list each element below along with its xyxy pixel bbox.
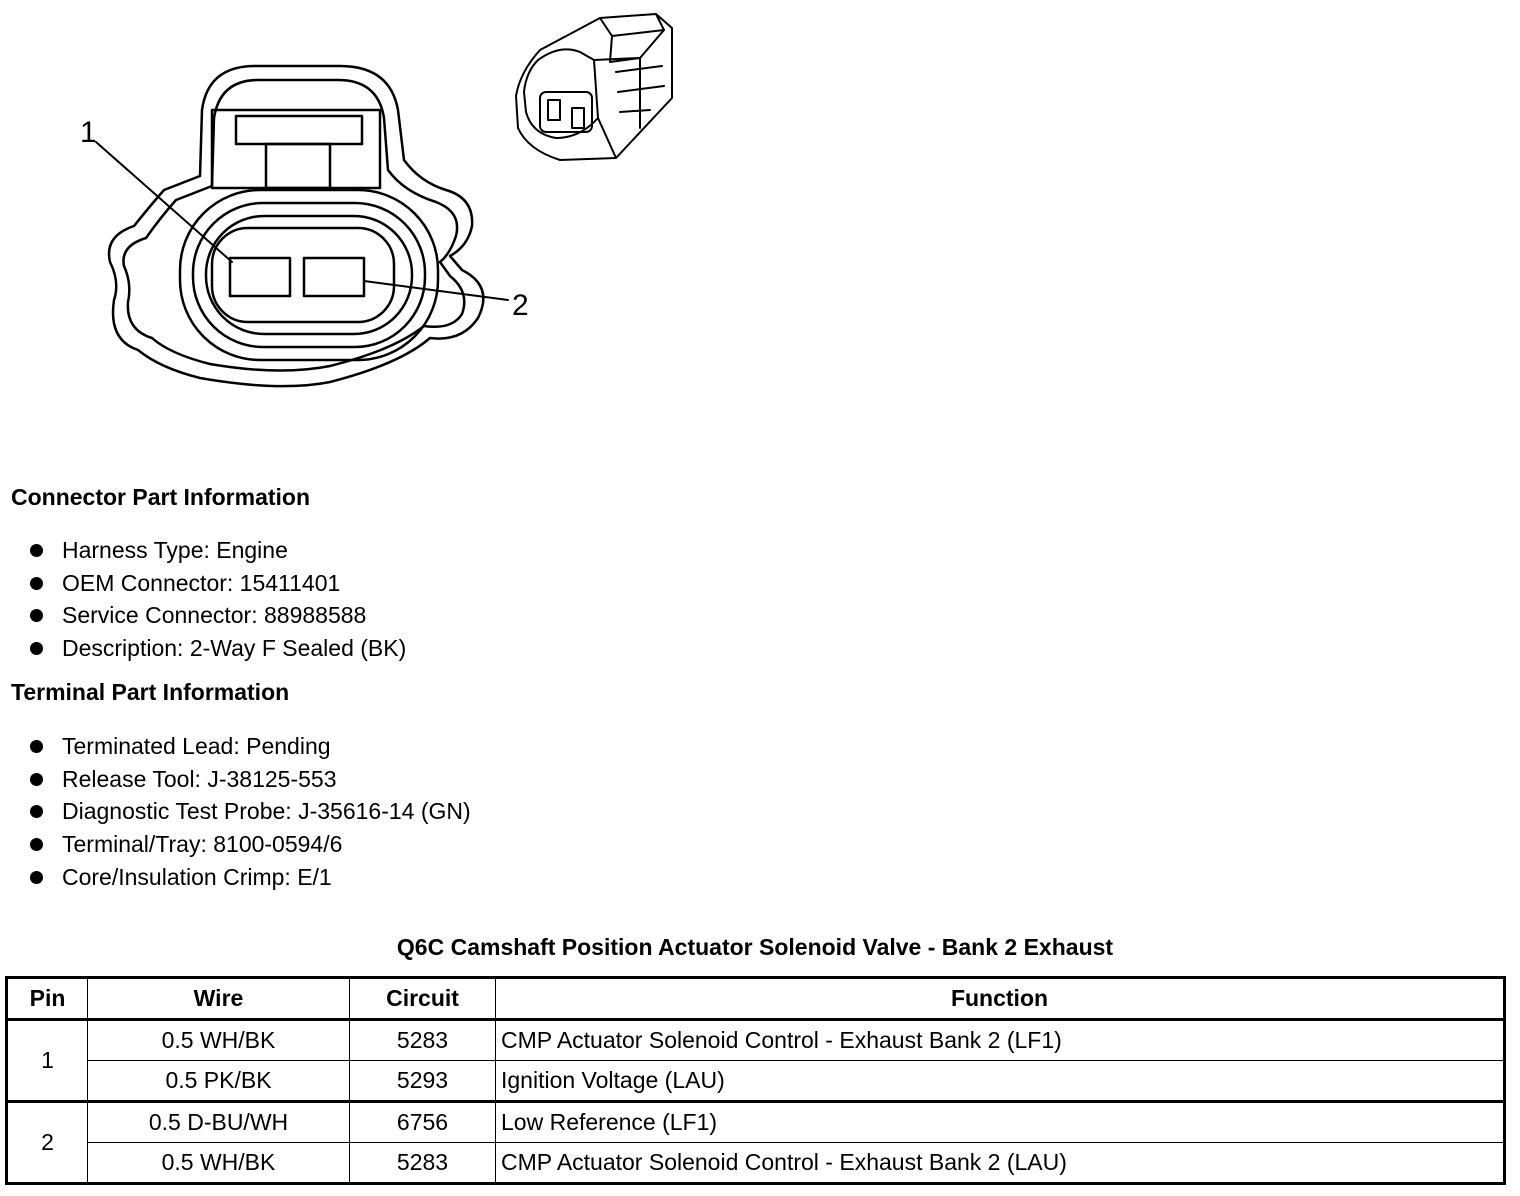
- table-title: Q6C Camshaft Position Actuator Solenoid Valve - Bank 2 Exhaust: [396, 934, 1114, 960]
- latch-tab: [266, 144, 330, 188]
- bullet-icon: [30, 838, 43, 851]
- pin-2-label: 2: [512, 289, 529, 322]
- pin-1-cavity: [230, 258, 290, 296]
- table-header-row: [7, 978, 1505, 1020]
- bullet-icon: [30, 544, 43, 557]
- bullet-icon: [30, 642, 43, 655]
- list-item-text: Description: 2-Way F Sealed (BK): [62, 635, 407, 662]
- column-header-function: Function: [496, 978, 1505, 1020]
- function-cell: CMP Actuator Solenoid Control - Exhaust Bank 2 (LF1): [496, 1020, 1505, 1061]
- list-item: [26, 567, 406, 600]
- table-row: [7, 1020, 1505, 1061]
- connector-info-heading: Connector Part Information: [11, 484, 311, 510]
- list-item-text: OEM Connector: 15411401: [62, 569, 341, 596]
- bullet-icon: [30, 871, 43, 884]
- list-item: [26, 828, 471, 861]
- connector-isometric-view: [516, 14, 672, 160]
- circuit-cell: 5283: [350, 1143, 496, 1184]
- list-item: [26, 730, 471, 763]
- bullet-icon: [30, 577, 43, 590]
- list-item: [26, 534, 406, 567]
- circuit-cell: 5283: [350, 1020, 496, 1061]
- connector-diagram: [0, 0, 700, 420]
- wire-cell: 0.5 PK/BK: [88, 1061, 350, 1102]
- pin-cell: 1: [7, 1020, 88, 1102]
- terminal-info-heading: Terminal Part Information: [11, 679, 290, 705]
- list-item: [26, 763, 471, 796]
- list-item: [26, 795, 471, 828]
- pin-1-label: 1: [80, 116, 97, 149]
- table-row: [7, 1102, 1505, 1143]
- list-item: [26, 861, 471, 894]
- bullet-icon: [30, 773, 43, 786]
- list-item-text: Terminal/Tray: 8100-0594/6: [62, 831, 343, 858]
- table-row: [7, 1061, 1505, 1102]
- function-cell: Low Reference (LF1): [496, 1102, 1505, 1143]
- list-item-text: Terminated Lead: Pending: [62, 733, 331, 759]
- function-cell: Ignition Voltage (LAU): [496, 1061, 1505, 1102]
- circuit-cell: 6756: [350, 1102, 496, 1143]
- list-item-text: Harness Type: Engine: [62, 537, 288, 563]
- wire-cell: 0.5 D-BU/WH: [88, 1102, 350, 1143]
- terminal-info-list: [26, 730, 471, 893]
- pin-cell: 2: [7, 1102, 88, 1184]
- bullet-icon: [30, 609, 43, 622]
- wire-cell: 0.5 WH/BK: [88, 1020, 350, 1061]
- column-header-pin: Pin: [7, 978, 88, 1020]
- list-item-text: Service Connector: 88988588: [62, 602, 367, 629]
- connector-outer-outline: [109, 66, 483, 386]
- pinout-table: [5, 976, 1506, 1185]
- connector-body-outline: [123, 80, 464, 371]
- circuit-cell: 5293: [350, 1061, 496, 1102]
- latch-bar: [236, 116, 362, 144]
- list-item-text: Core/Insulation Crimp: E/1: [62, 863, 332, 890]
- list-item: [26, 599, 406, 632]
- function-cell: CMP Actuator Solenoid Control - Exhaust Bank 2 (LAU): [496, 1143, 1505, 1184]
- pin-2-cavity: [304, 258, 364, 296]
- table-row: [7, 1143, 1505, 1184]
- bullet-icon: [30, 740, 43, 753]
- list-item: [26, 632, 406, 665]
- column-header-wire: Wire: [88, 978, 350, 1020]
- connector-info-list: [26, 534, 406, 665]
- list-item-text: Diagnostic Test Probe: J-35616-14 (GN): [62, 798, 471, 825]
- column-header-circuit: Circuit: [350, 978, 496, 1020]
- bullet-icon: [30, 805, 43, 818]
- list-item-text: Release Tool: J-38125-553: [62, 765, 337, 792]
- wire-cell: 0.5 WH/BK: [88, 1143, 350, 1184]
